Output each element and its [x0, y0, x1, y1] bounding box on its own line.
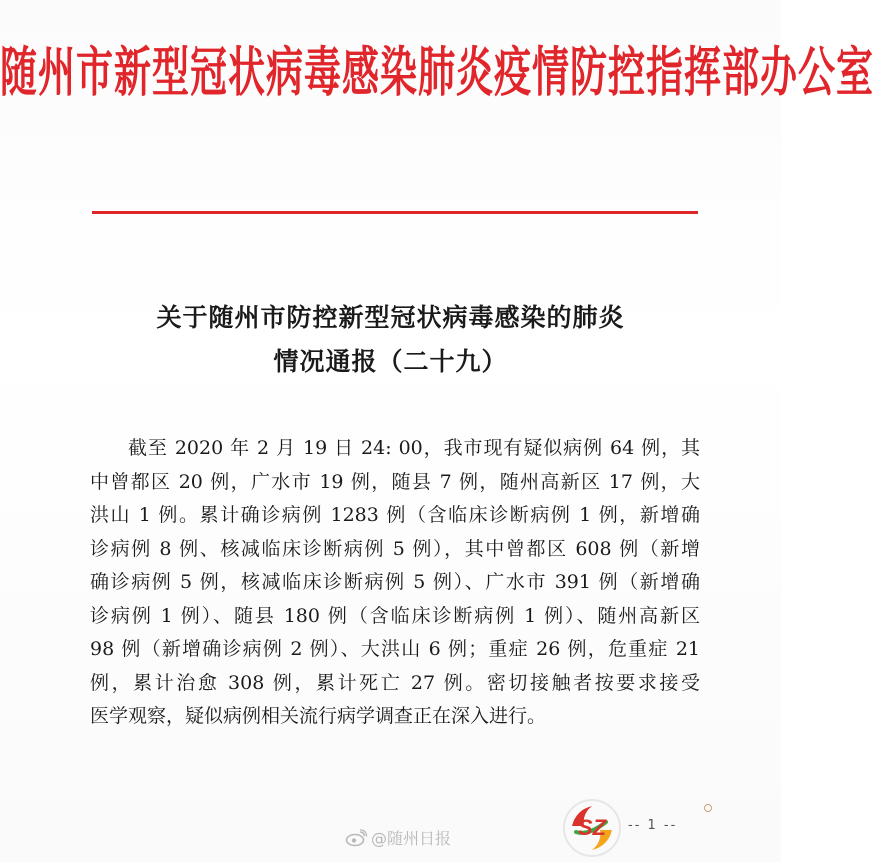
document-body: [90, 432, 700, 734]
body-line: 截至 2020 年 2 月 19 日 24: 00，我市现有疑似病例 64 例，其: [128, 437, 700, 459]
body-line: 洪山 1 例。累计确诊病例 1283 例（含临床诊断病例 1 例，新增确: [90, 504, 700, 526]
title-line-1: 关于随州市防控新型冠状病毒感染的肺炎: [156, 303, 625, 332]
body-line: 诊病例 8 例、核减临床诊断病例 5 例），其中曾都区 608 例（新增: [90, 537, 700, 560]
document-title: [0, 296, 781, 384]
body-line: 医学观察，疑似病例相关流行病学调查正在深入进行。: [90, 705, 547, 727]
logo-text: SZ: [577, 815, 607, 840]
issuer-header: 随州市新型冠状病毒感染肺炎疫情防控指挥部办公室: [0, 39, 874, 104]
body-line: 例，累计治愈 308 例，累计死亡 27 例。密切接触者按要求接受: [90, 671, 700, 694]
sz-logo-icon: [560, 796, 624, 860]
page-number: -- 1 --: [628, 818, 678, 833]
decorative-dot: [704, 804, 712, 812]
body-line: 诊病例 1 例）、随县 180 例（含临床诊断病例 1 例）、随州高新区: [90, 604, 700, 627]
body-line: 确诊病例 5 例，核减临床诊断病例 5 例）、广水市 391 例（新增确: [90, 571, 700, 593]
source-watermark: [345, 826, 451, 849]
watermark-text: @随州日报: [371, 829, 452, 848]
body-line: 98 例（新增确诊病例 2 例）、大洪山 6 例；重症 26 例，危重症 21: [90, 638, 700, 660]
header-divider: [92, 211, 698, 214]
title-line-2: 情况通报（二十九）: [273, 347, 508, 376]
body-line: 中曾都区 20 例，广水市 19 例，随县 7 例，随州高新区 17 例，大: [90, 470, 700, 493]
weibo-icon: [345, 829, 367, 847]
